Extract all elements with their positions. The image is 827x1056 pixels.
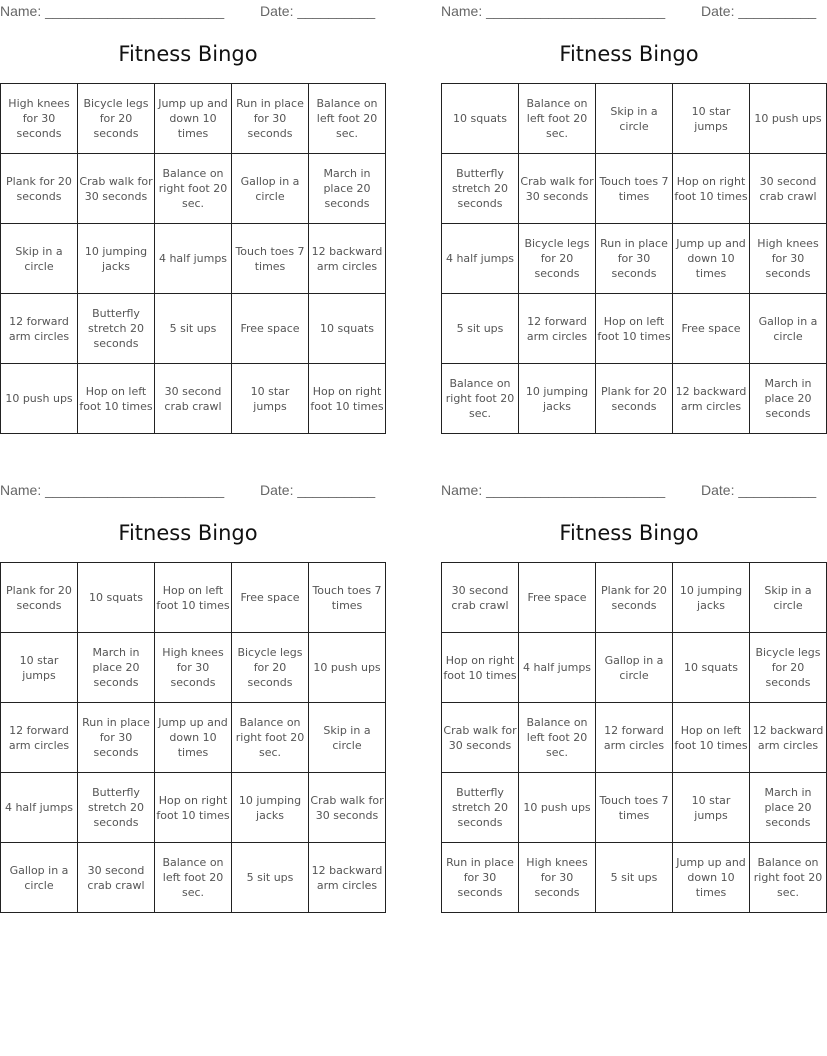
date-field-line: Date: __________ [260,3,376,19]
bingo-cell: Balance on right foot 20 sec. [232,703,309,773]
bingo-card [441,479,824,919]
bingo-cell: 12 forward arm circles [596,703,673,773]
bingo-cell: Touch toes 7 times [232,224,309,294]
bingo-cell: Hop on left foot 10 times [596,294,673,364]
bingo-cell: 5 sit ups [232,843,309,913]
bingo-cell: Hop on right foot 10 times [309,364,386,434]
bingo-cell: 10 jumping jacks [673,563,750,633]
bingo-cell: 10 jumping jacks [78,224,155,294]
bingo-card [0,479,384,919]
bingo-cell: 10 star jumps [232,364,309,434]
bingo-cell: Butterfly stretch 20 seconds [442,154,519,224]
bingo-cell: Hop on right foot 10 times [673,154,750,224]
bingo-cell: 10 star jumps [673,773,750,843]
bingo-cell: 30 second crab crawl [750,154,827,224]
bingo-cell: High knees for 30 seconds [155,633,232,703]
bingo-cell: Run in place for 30 seconds [596,224,673,294]
bingo-row [1,773,386,843]
bingo-cell: Touch toes 7 times [596,154,673,224]
date-field-line: Date: __________ [701,482,817,498]
bingo-row [442,633,827,703]
bingo-cell: Crab walk for 30 seconds [442,703,519,773]
bingo-cell: Gallop in a circle [232,154,309,224]
bingo-cell: 12 backward arm circles [309,843,386,913]
bingo-cell: Run in place for 30 seconds [442,843,519,913]
bingo-row [1,843,386,913]
bingo-grid [0,83,386,434]
bingo-grid [441,562,827,913]
bingo-cell: Gallop in a circle [1,843,78,913]
bingo-cell: March in place 20 seconds [309,154,386,224]
bingo-cell: 30 second crab crawl [155,364,232,434]
name-field-line: Name: _______________________ [441,482,666,498]
bingo-cell: Free space [232,563,309,633]
bingo-cell: 10 push ups [519,773,596,843]
bingo-cell: High knees for 30 seconds [519,843,596,913]
bingo-cell: Plank for 20 seconds [1,154,78,224]
bingo-cell: Balance on left foot 20 sec. [309,84,386,154]
bingo-row [442,224,827,294]
bingo-row [442,563,827,633]
bingo-cell: Balance on left foot 20 sec. [519,84,596,154]
bingo-cell: Crab walk for 30 seconds [519,154,596,224]
bingo-cell: Hop on left foot 10 times [155,563,232,633]
bingo-cell: High knees for 30 seconds [750,224,827,294]
bingo-cell: 10 squats [673,633,750,703]
bingo-cell: Crab walk for 30 seconds [78,154,155,224]
bingo-cell: Hop on right foot 10 times [155,773,232,843]
bingo-cell: 10 star jumps [673,84,750,154]
bingo-cell: Skip in a circle [750,563,827,633]
bingo-cell: 30 second crab crawl [78,843,155,913]
bingo-cell: Bicycle legs for 20 seconds [232,633,309,703]
bingo-cell: Touch toes 7 times [596,773,673,843]
bingo-cell: 30 second crab crawl [442,563,519,633]
card-title: Fitness Bingo [118,521,258,545]
bingo-cell: 4 half jumps [519,633,596,703]
name-field-line: Name: _______________________ [0,482,225,498]
bingo-cell: 12 backward arm circles [673,364,750,434]
bingo-cell: 10 squats [442,84,519,154]
bingo-row [442,773,827,843]
bingo-cell: Balance on right foot 20 sec. [442,364,519,434]
bingo-cell: Butterfly stretch 20 seconds [442,773,519,843]
bingo-cell: 4 half jumps [442,224,519,294]
bingo-cell: Crab walk for 30 seconds [309,773,386,843]
bingo-row [442,294,827,364]
bingo-grid [441,83,827,434]
bingo-cell: Bicycle legs for 20 seconds [750,633,827,703]
bingo-cell: Butterfly stretch 20 seconds [78,773,155,843]
bingo-cell: Skip in a circle [309,703,386,773]
bingo-cell: Gallop in a circle [596,633,673,703]
bingo-cell: Bicycle legs for 20 seconds [78,84,155,154]
bingo-cell: 12 forward arm circles [1,703,78,773]
bingo-row [442,843,827,913]
bingo-cell: Balance on left foot 20 sec. [519,703,596,773]
name-field-line: Name: _______________________ [0,3,225,19]
bingo-cell: 10 jumping jacks [232,773,309,843]
bingo-cell: 10 squats [309,294,386,364]
bingo-row [1,633,386,703]
bingo-cell: Run in place for 30 seconds [78,703,155,773]
bingo-row [1,703,386,773]
bingo-row [1,364,386,434]
bingo-cell: 10 squats [78,563,155,633]
bingo-cell: Run in place for 30 seconds [232,84,309,154]
bingo-cell: Skip in a circle [596,84,673,154]
bingo-grid [0,562,386,913]
bingo-row [442,364,827,434]
bingo-cell: Free space [673,294,750,364]
bingo-row [1,84,386,154]
bingo-cell: High knees for 30 seconds [1,84,78,154]
bingo-row [1,224,386,294]
bingo-cell: Butterfly stretch 20 seconds [78,294,155,364]
bingo-cell: 10 push ups [750,84,827,154]
card-title: Fitness Bingo [559,521,699,545]
bingo-cell: Balance on left foot 20 sec. [155,843,232,913]
bingo-row [442,84,827,154]
bingo-cell: Jump up and down 10 times [673,224,750,294]
bingo-cell: 10 push ups [1,364,78,434]
bingo-cell: 12 backward arm circles [750,703,827,773]
bingo-cell: Hop on left foot 10 times [673,703,750,773]
bingo-cell: 5 sit ups [442,294,519,364]
bingo-cell: 5 sit ups [596,843,673,913]
bingo-cell: Hop on right foot 10 times [442,633,519,703]
date-field-line: Date: __________ [701,3,817,19]
bingo-card [0,0,384,440]
bingo-cell: Plank for 20 seconds [596,563,673,633]
bingo-cell: Jump up and down 10 times [155,703,232,773]
bingo-cell: Jump up and down 10 times [673,843,750,913]
bingo-cell: Plank for 20 seconds [596,364,673,434]
bingo-cell: 5 sit ups [155,294,232,364]
bingo-cell: Balance on right foot 20 sec. [750,843,827,913]
bingo-cell: March in place 20 seconds [78,633,155,703]
bingo-cell: Free space [232,294,309,364]
bingo-cell: 12 forward arm circles [519,294,596,364]
bingo-card [441,0,822,440]
bingo-cell: March in place 20 seconds [750,364,827,434]
card-title: Fitness Bingo [118,42,258,66]
bingo-cell: Bicycle legs for 20 seconds [519,224,596,294]
bingo-cell: 10 push ups [309,633,386,703]
bingo-cell: 12 forward arm circles [1,294,78,364]
bingo-row [442,154,827,224]
bingo-row [1,154,386,224]
bingo-cell: 4 half jumps [1,773,78,843]
bingo-cell: 12 backward arm circles [309,224,386,294]
bingo-cell: 10 jumping jacks [519,364,596,434]
bingo-row [442,703,827,773]
bingo-row [1,294,386,364]
bingo-cell: Touch toes 7 times [309,563,386,633]
bingo-cell: 10 star jumps [1,633,78,703]
name-field-line: Name: _______________________ [441,3,666,19]
bingo-cell: 4 half jumps [155,224,232,294]
card-title: Fitness Bingo [559,42,699,66]
bingo-cell: Balance on right foot 20 sec. [155,154,232,224]
bingo-row [1,563,386,633]
bingo-cell: Plank for 20 seconds [1,563,78,633]
bingo-cell: Skip in a circle [1,224,78,294]
bingo-cell: March in place 20 seconds [750,773,827,843]
bingo-cell: Free space [519,563,596,633]
bingo-cell: Gallop in a circle [750,294,827,364]
date-field-line: Date: __________ [260,482,376,498]
bingo-cell: Jump up and down 10 times [155,84,232,154]
bingo-cell: Hop on left foot 10 times [78,364,155,434]
